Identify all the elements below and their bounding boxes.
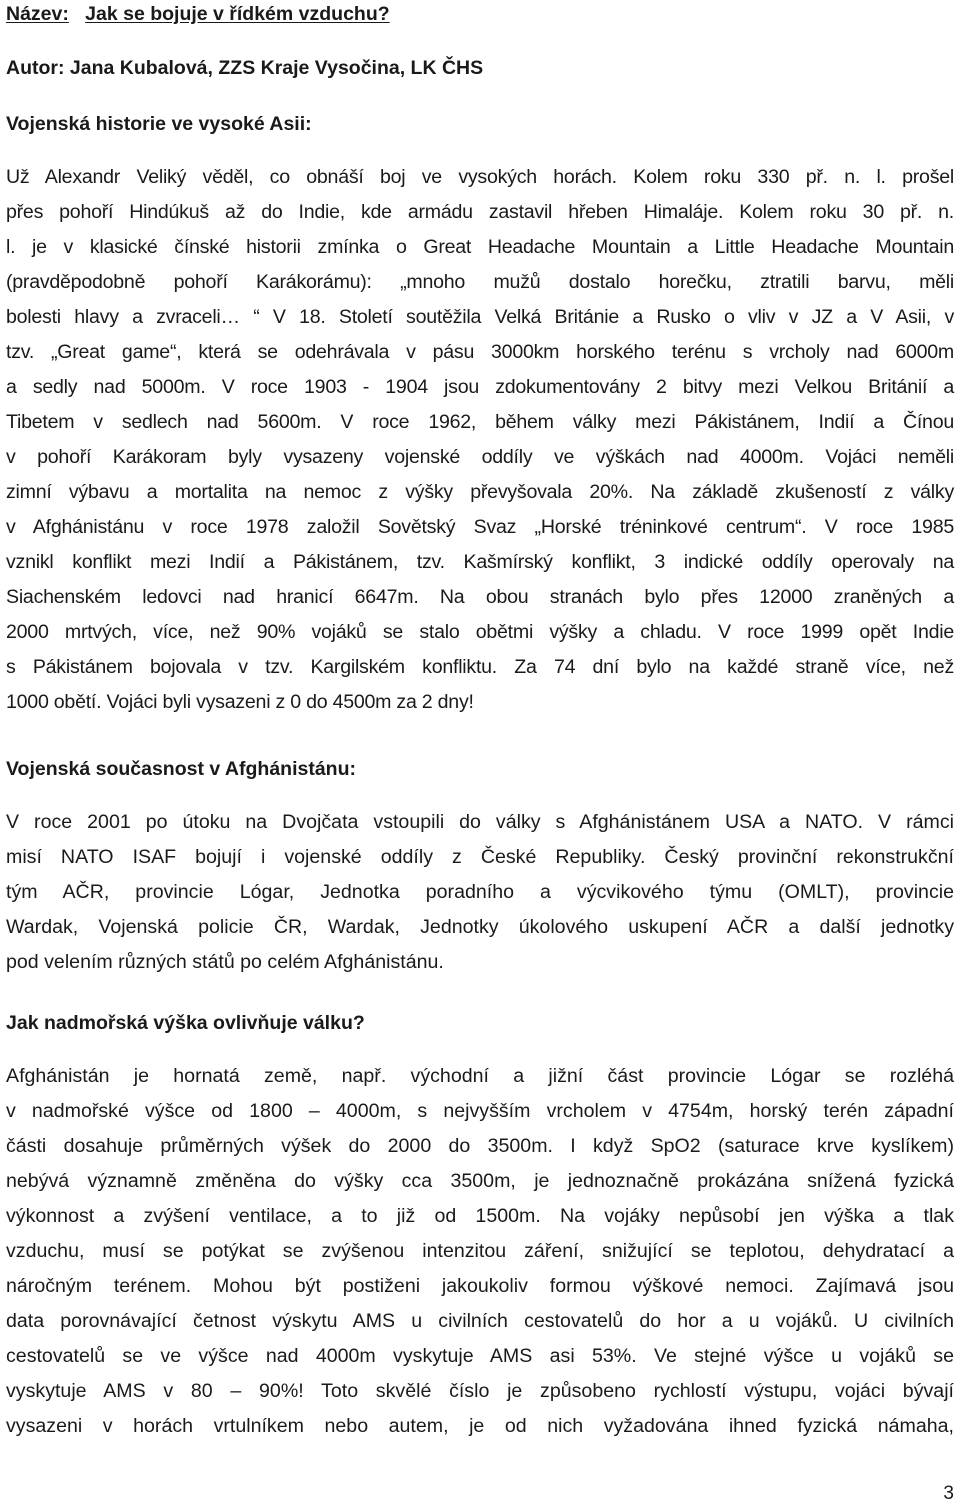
heading-altitude: Jak nadmořská výška ovlivňuje válku? [6,1012,365,1034]
text-line: V roce 2001 po útoku na Dvojčata vstoupili do války s Afghánistánem USA a NATO. V rámci [6,811,954,833]
text-line: nebývá významně změněna do výšky cca 3500m, je jednoznačně prokázána snížená fyzická [6,1170,954,1192]
text-line: Tibetem v sedlech nad 5600m. V roce 1962, během války mezi Pákistánem, Indií a Čínou [6,411,954,433]
author-line: Autor: Jana Kubalová, ZZS Kraje Vysočina, LK ČHS [6,57,484,79]
text-line: 1000 obětí. Vojáci byli vysazeni z 0 do 4500m za 2 dny! [6,691,474,713]
text-line: výkonnost a zvýšení ventilace, a to již od 1500m. Na vojáky nepůsobí jen výška a tlak [6,1205,954,1227]
text-line: bolesti hlavy a zvraceli… “ V 18. Století soutěžila Velká Británie a Rusko o vliv v JZ a V Asii, v [6,306,954,328]
text-line: náročným terénem. Mohou být postiženi jakoukoliv formou výškové nemoci. Zajímavá jsou [6,1275,954,1297]
text-line: v Afghánistánu v roce 1978 založil Sovětský Svaz „Horské tréninkové centrum“. V roce 1985 [6,516,954,538]
heading-present: Vojenská současnost v Afghánistánu: [6,758,356,780]
title-label: Název: [6,3,69,25]
text-line: pod velením různých států po celém Afghánistánu. [6,951,444,973]
text-line: přes pohoří Hindúkuš až do Indie, kde armádu zastavil hřeben Himaláje. Kolem roku 30 př. n. [6,201,954,223]
text-line: v nadmořské výšce od 1800 – 4000m, s nejvyšším vrcholem v 4754m, horský terén západní [6,1100,954,1122]
text-line: 2000 mrtvých, více, než 90% vojáků se stalo obětmi výšky a chladu. V roce 1999 opět Indie [6,621,954,643]
text-line: cestovatelů se ve výšce nad 4000m vyskytuje AMS asi 53%. Ve stejné výšce u vojáků se [6,1345,954,1367]
text-line: tzv. „Great game“, která se odehrávala v pásu 3000km horského terénu s vrcholy nad 6000m [6,341,954,363]
text-line: Wardak, Vojenská policie ČR, Wardak, Jednotky úkolového uskupení AČR a další jednotky [6,916,954,938]
text-line: vyskytuje AMS v 80 – 90%! Toto skvělé číslo je způsobeno rychlostí výstupu, vojáci bývají [6,1380,954,1402]
text-line: části dosahuje průměrných výšek do 2000 do 3500m. I když SpO2 (saturace krve kyslíkem) [6,1135,954,1157]
text-line: tým AČR, provincie Lógar, Jednotka poradního a výcvikového týmu (OMLT), provincie [6,881,954,903]
title-value: Jak se bojuje v řídkém vzduchu? [85,3,390,25]
text-line: a sedly nad 5000m. V roce 1903 - 1904 jsou zdokumentovány 2 bitvy mezi Velkou Británií a [6,376,954,398]
text-line: (pravděpodobně pohoří Karákorámu): „mnoho mužů dostalo horečku, ztratili barvu, měli [6,271,954,293]
text-line: s Pákistánem bojovala v tzv. Kargilském konfliktu. Za 74 dní bylo na každé straně více, než [6,656,954,678]
text-line: Už Alexandr Veliký věděl, co obnáší boj ve vysokých horách. Kolem roku 330 př. n. l. prošel [6,166,954,188]
text-line: Siachenském ledovci nad hranicí 6647m. Na obou stranách bylo přes 12000 zraněných a [6,586,954,608]
text-line: misí NATO ISAF bojují i vojenské oddíly z České Republiky. Český provinční rekonstrukční [6,846,954,868]
paragraph-history [6,160,954,720]
text-line: data porovnávající četnost výskytu AMS u civilních cestovatelů do hor a u vojáků. U civilních [6,1310,954,1332]
document-title [6,2,390,26]
text-line: Afghánistán je hornatá země, např. východní a jižní část provincie Lógar se rozléhá [6,1065,954,1087]
paragraph-altitude [6,1059,954,1444]
text-line: vysazeni v horách vrtulníkem nebo autem, je od nich vyžadována ihned fyzická námaha, [6,1415,954,1437]
text-line: zimní výbavu a mortalita na nemoc z výšky převyšovala 20%. Na základě zkušeností z války [6,481,954,503]
paragraph-present [6,805,954,980]
text-line: v pohoří Karákoram byly vysazeny vojenské oddíly ve výškách nad 4000m. Vojáci neměli [6,446,954,468]
text-line: vzduchu, musí se potýkat se zvýšenou intenzitou záření, snižující se teplotou, dehydratací a [6,1240,954,1262]
heading-history: Vojenská historie ve vysoké Asii: [6,113,312,135]
page-number: 3 [943,1483,954,1504]
text-line: vznikl konflikt mezi Indií a Pákistánem, tzv. Kašmírský konflikt, 3 indické oddíly operovaly na [6,551,954,573]
text-line: l. je v klasické čínské historii zmínka o Great Headache Mountain a Little Headache Mountain [6,236,954,258]
